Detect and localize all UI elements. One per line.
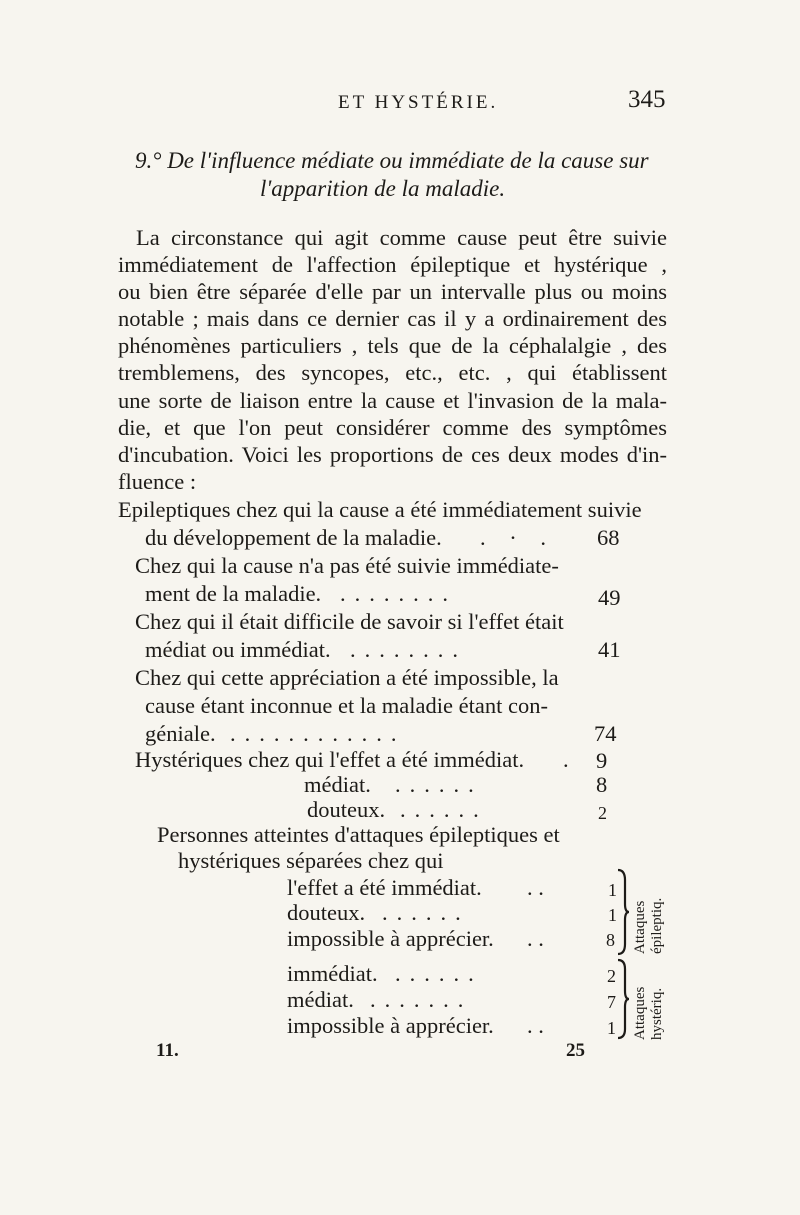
section-title-line-1: 9.° De l'influence médiate ou immédiate de la cause sur <box>135 148 649 173</box>
group-epileptic-row-2-label: douteux. <box>287 900 366 925</box>
persons-line-2: hystériques séparées chez qui <box>178 848 444 873</box>
body-paragraph <box>118 224 667 495</box>
running-header: ET HYSTÉRIE. <box>338 92 499 113</box>
stat-value: 74 <box>594 721 617 746</box>
leader-dots: . · . <box>480 525 555 550</box>
stat-entry-2-line-1: Chez qui la cause n'a pas été suivie immédiate- <box>135 553 559 578</box>
group-epileptic-row-1-label: l'effet a été immédiat. <box>287 875 482 900</box>
stat-entry-4-line-1: Chez qui cette appréciation a été impossible, la <box>135 665 559 690</box>
paragraph-line: phénomènes particuliers , tels que de la céphalalgie , des <box>118 333 667 359</box>
stat-value: 1 <box>607 1018 616 1038</box>
sheet-number: 25 <box>566 1040 585 1061</box>
stat-value: 41 <box>598 637 621 662</box>
stat-value: 9 <box>596 748 608 773</box>
group-hysteric-row-2-label: médiat. <box>287 987 354 1012</box>
leader-dots: . . <box>527 1013 544 1038</box>
paragraph-line: fluence : <box>118 468 197 494</box>
hysteric-label-mediat: médiat. <box>304 772 371 797</box>
stat-value: 8 <box>606 930 615 950</box>
leader-dots: ...... <box>382 900 470 925</box>
stat-entry-4-line-2: cause étant inconnue et la maladie étant con- <box>145 693 548 718</box>
stat-value: 2 <box>598 803 607 823</box>
persons-line-1: Personnes atteintes d'attaques épileptiques et <box>157 822 560 847</box>
leader-dots: ............ <box>230 721 406 746</box>
group-hysteric-row-1-label: immédiat. <box>287 961 378 986</box>
leader-dots: . . <box>527 926 544 951</box>
paragraph-line: tremblemens, des syncopes, etc., etc. , qui établissent <box>118 360 667 386</box>
stat-entry-1-line-1: Epileptiques chez qui la cause a été immédiatement suivie <box>118 497 642 522</box>
leader-dots: ........ <box>340 581 457 606</box>
paragraph-line: d'incubation. Voici les proportions de ces deux modes d'in- <box>118 441 667 467</box>
stat-value: 2 <box>607 966 616 986</box>
leader-dots: ........ <box>350 637 467 662</box>
stat-value: 7 <box>607 992 616 1012</box>
stat-value: 1 <box>608 905 617 925</box>
side-label-hysteric-b: hystériq. <box>649 987 665 1040</box>
paragraph-line: La circonstance qui agit comme cause peut être suivie <box>136 225 667 250</box>
leader-dots: . . <box>527 875 544 900</box>
stat-value: 68 <box>597 525 620 550</box>
right-brace-icon <box>616 868 630 956</box>
page-number: 345 <box>628 86 666 113</box>
leader-dots: ....... <box>370 987 473 1012</box>
stat-value: 49 <box>598 585 621 610</box>
hysteric-label-immediat: Hystériques chez qui l'effet a été immédiat. <box>135 747 525 772</box>
right-brace-icon <box>616 958 630 1040</box>
signature-mark: 11. <box>156 1040 179 1061</box>
stat-entry-2-line-2: ment de la maladie. <box>145 581 322 606</box>
side-label-epileptic-b: épileptiq. <box>649 897 665 954</box>
group-epileptic-row-3-label: impossible à apprécier. <box>287 926 494 951</box>
stat-entry-1-line-2: du développement de la maladie. <box>145 525 442 550</box>
group-hysteric-row-3-label: impossible à apprécier. <box>287 1013 494 1038</box>
stat-entry-3-line-2: médiat ou immédiat. <box>145 637 331 662</box>
leader-dots: ...... <box>400 797 488 822</box>
leader-dots: ...... <box>395 961 483 986</box>
stat-entry-4-line-3: géniale. <box>145 721 216 746</box>
paragraph-line: ou bien être séparée d'elle par un intervalle plus ou moins <box>118 279 667 305</box>
paragraph-line: notable ; mais dans ce dernier cas il y a ordinairement des <box>118 306 667 332</box>
stat-value: 1 <box>608 880 617 900</box>
stat-value: 8 <box>596 772 608 797</box>
side-label-epileptic-a: Attaques <box>632 900 648 954</box>
leader-dots: ...... <box>395 772 483 797</box>
side-label-hysteric-a: Attaques <box>632 986 648 1040</box>
paragraph-line: une sorte de liaison entre la cause et l'invasion de la mala- <box>118 387 667 413</box>
hysteric-label-douteux: douteux. <box>307 797 386 822</box>
paragraph-line: die, et que l'on peut considérer comme des symptômes <box>118 414 667 440</box>
leader-dots: . <box>563 747 569 772</box>
stat-entry-3-line-1: Chez qui il était difficile de savoir si l'effet était <box>135 609 564 634</box>
paragraph-line: immédiatement de l'affection épileptique et hystérique , <box>118 252 667 278</box>
section-title-line-2: l'apparition de la maladie. <box>260 176 506 201</box>
